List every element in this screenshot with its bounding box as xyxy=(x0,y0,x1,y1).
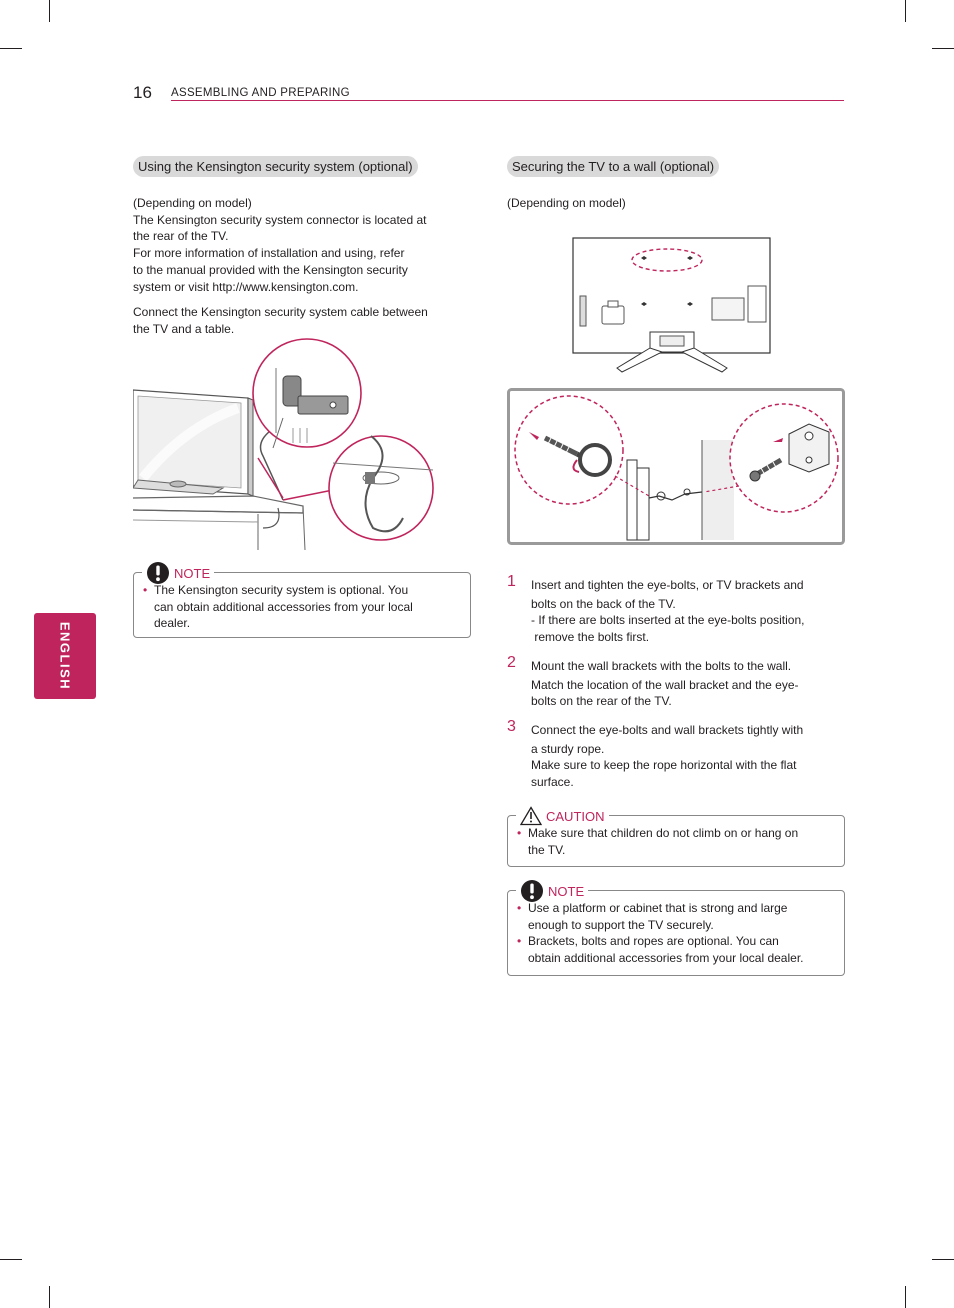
text-line: surface. xyxy=(531,775,574,790)
note-label: NOTE xyxy=(174,565,211,581)
text-line: (Depending on model) xyxy=(133,196,252,210)
text-line: • The Kensington security system is optional. You xyxy=(154,583,409,597)
step-number: 3 xyxy=(507,718,516,735)
page-number: 16 xyxy=(133,83,152,102)
caution-box xyxy=(507,808,845,867)
kensington-illustration xyxy=(133,338,438,550)
wall-securing-illustration xyxy=(507,388,845,546)
kensington-note-box xyxy=(133,565,471,638)
warning-triangle-icon xyxy=(520,806,542,826)
caution-list xyxy=(513,825,838,858)
text-line: remove the bolts first. xyxy=(531,630,650,645)
crop-mark xyxy=(905,0,906,22)
step-number: 1 xyxy=(507,573,516,590)
text-line: Mount the wall brackets with the bolts to the wall. xyxy=(531,659,792,673)
step-number: 2 xyxy=(507,654,516,671)
note-list xyxy=(139,582,459,632)
text-line: Insert and tighten the eye-bolts, or TV brackets and xyxy=(531,578,804,592)
wall-note-box xyxy=(507,883,845,976)
step-3 xyxy=(507,718,847,794)
crop-mark xyxy=(49,1286,50,1308)
language-tab xyxy=(34,613,96,699)
text-line: to the manual provided with the Kensington security xyxy=(133,262,408,277)
crop-mark xyxy=(0,48,22,49)
list-item xyxy=(139,582,459,632)
text-line: • Make sure that children do not climb on or hang on xyxy=(528,826,799,840)
step-2 xyxy=(507,654,847,713)
text-line: Connect the Kensington security system cable between xyxy=(133,305,428,319)
text-line: bolts on the back of the TV. xyxy=(531,596,676,611)
text-line: Make sure to keep the rope horizontal with the flat xyxy=(531,758,797,773)
text-line: - If there are bolts inserted at the eye-bolts position, xyxy=(531,613,805,628)
note-header xyxy=(142,563,214,583)
caution-header xyxy=(516,806,609,826)
caution-label: CAUTION xyxy=(546,808,605,824)
model-note: (Depending on model) xyxy=(507,196,626,210)
text-line: system or visit http://www.kensington.com. xyxy=(133,279,359,294)
list-item xyxy=(513,825,838,858)
note-list xyxy=(513,900,841,967)
text-line: the TV. xyxy=(528,842,566,857)
text-line: a sturdy rope. xyxy=(531,741,605,756)
note-label: NOTE xyxy=(548,883,585,899)
step-1 xyxy=(507,573,847,647)
text-line: the rear of the TV. xyxy=(133,229,229,244)
crop-mark xyxy=(932,1259,954,1260)
text-line: For more information of installation and using, refer xyxy=(133,246,405,261)
text-line: can obtain additional accessories from your local xyxy=(154,599,413,614)
crop-mark xyxy=(932,48,954,49)
tv-rear-illustration xyxy=(572,236,772,374)
header-title: ASSEMBLING AND PREPARING xyxy=(171,87,350,99)
note-header xyxy=(516,881,588,901)
crop-mark xyxy=(0,1259,22,1260)
crop-mark xyxy=(905,1286,906,1308)
text-line: Connect the eye-bolts and wall brackets tightly with xyxy=(531,723,804,737)
kensington-heading: Using the Kensington security system (optional) xyxy=(133,156,418,177)
text-line: the TV and a table. xyxy=(133,321,235,336)
text-line: • Use a platform or cabinet that is strong and large xyxy=(528,901,788,915)
wall-securing-heading: Securing the TV to a wall (optional) xyxy=(507,156,719,177)
list-item xyxy=(513,900,841,933)
text-line: • Brackets, bolts and ropes are optional. You can xyxy=(528,934,779,949)
kensington-paragraph-2 xyxy=(133,304,473,337)
kensington-paragraph-1 xyxy=(133,195,473,295)
crop-mark xyxy=(49,0,50,22)
list-item xyxy=(513,933,841,966)
text-line: Match the location of the wall bracket and the eye- xyxy=(531,677,799,692)
text-line: enough to support the TV securely. xyxy=(528,917,714,932)
language-label: ENGLISH xyxy=(57,621,73,691)
header-rule xyxy=(171,100,844,101)
text-line: obtain additional accessories from your local dealer. xyxy=(528,951,804,966)
text-line: dealer. xyxy=(154,616,191,631)
text-line: bolts on the rear of the TV. xyxy=(531,694,672,709)
text-line: The Kensington security system connector is located at xyxy=(133,212,427,227)
